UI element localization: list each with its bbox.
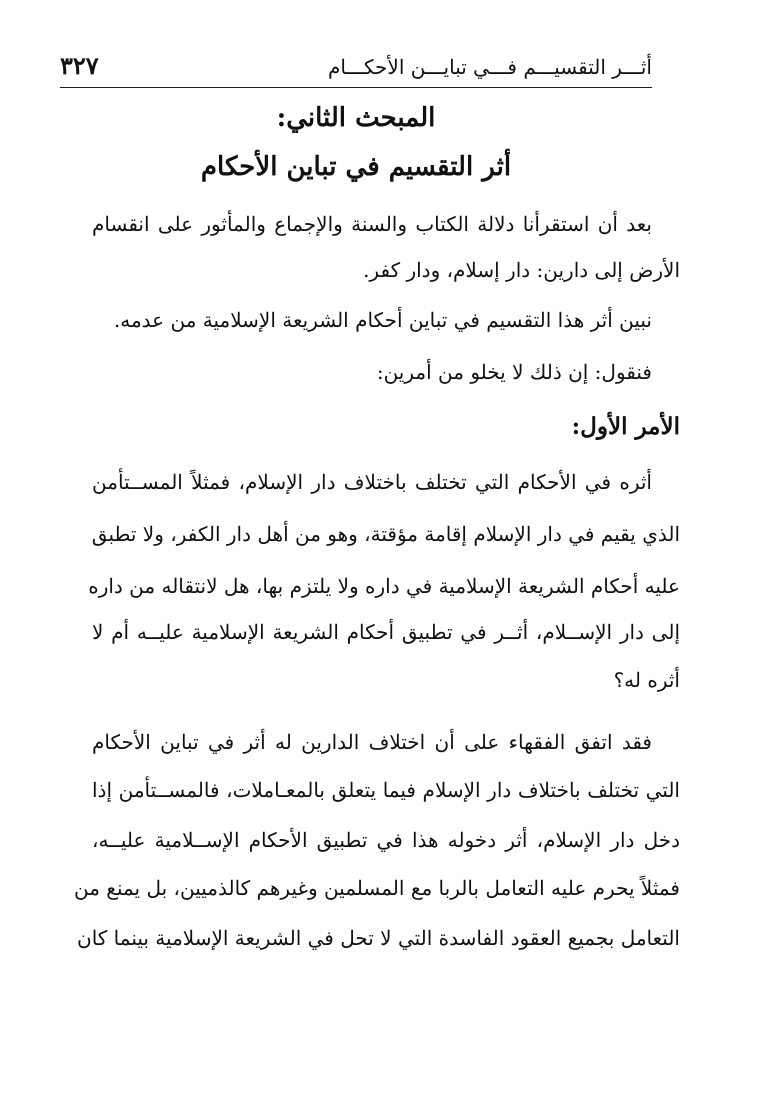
paragraph-line: أثره له؟ <box>613 668 680 692</box>
subheading-first-matter: الأمر الأول: <box>571 413 680 440</box>
paragraph-line: التعامل بجميع العقود الفاسدة التي لا تحل في الشريعة الإسلامية بينما كان <box>77 926 680 950</box>
section-heading: المبحث الثاني: <box>276 103 436 133</box>
header-rule <box>60 87 652 88</box>
paragraph-line: بعد أن استقرأنا دلالة الكتاب والسنة والإجماع والمأثور على انقسام <box>92 212 652 236</box>
running-header <box>60 52 652 86</box>
paragraph-line: إلى دار الإســلام، أثــر في تطبيق أحكام الشريعة الإسلامية عليــه أم لا <box>92 620 680 644</box>
paragraph-line: نبين أثر هذا التقسيم في تباين أحكام الشريعة الإسلامية من عدمه. <box>113 308 652 332</box>
page-number: ٣٢٧ <box>60 51 99 80</box>
paragraph-line: التي تختلف باختلاف دار الإسلام فيما يتعلق بالمعـاملات، فالمســتأمن إذا <box>92 778 680 802</box>
running-title: أثـــر التقسيـــم فـــي تبايـــن الأحكـــام <box>327 55 652 79</box>
paragraph-line: فقد اتفق الفقهاء على أن اختلاف الدارين له أثر في تباين الأحكام <box>92 730 652 754</box>
paragraph-line: الأرض إلى دارين: دار إسلام، ودار كفر. <box>363 258 680 282</box>
paragraph-line: أثره في الأحكام التي تختلف باختلاف دار الإسلام، فمثلاً المســتأمن <box>92 470 652 494</box>
paragraph-line: الذي يقيم في دار الإسلام إقامة مؤقتة، وهو من أهل دار الكفر، ولا تطبق <box>91 522 680 546</box>
section-title: أثر التقسيم في تباين الأحكام <box>200 152 512 182</box>
paragraph-line: فنقول: إن ذلك لا يخلو من أمرين: <box>376 360 652 384</box>
paragraph-line: عليه أحكام الشريعة الإسلامية في داره ولا يلتزم بها، هل لانتقاله من داره <box>88 574 680 598</box>
paragraph-line: فمثلاً يحرم عليه التعامل بالربا مع المسلمين وغيرهم كالذميين، بل يمنع من <box>74 876 680 900</box>
paragraph-line: دخل دار الإسلام، أثر دخوله هذا في تطبيق الأحكام الإســلامية عليــه، <box>92 828 680 852</box>
